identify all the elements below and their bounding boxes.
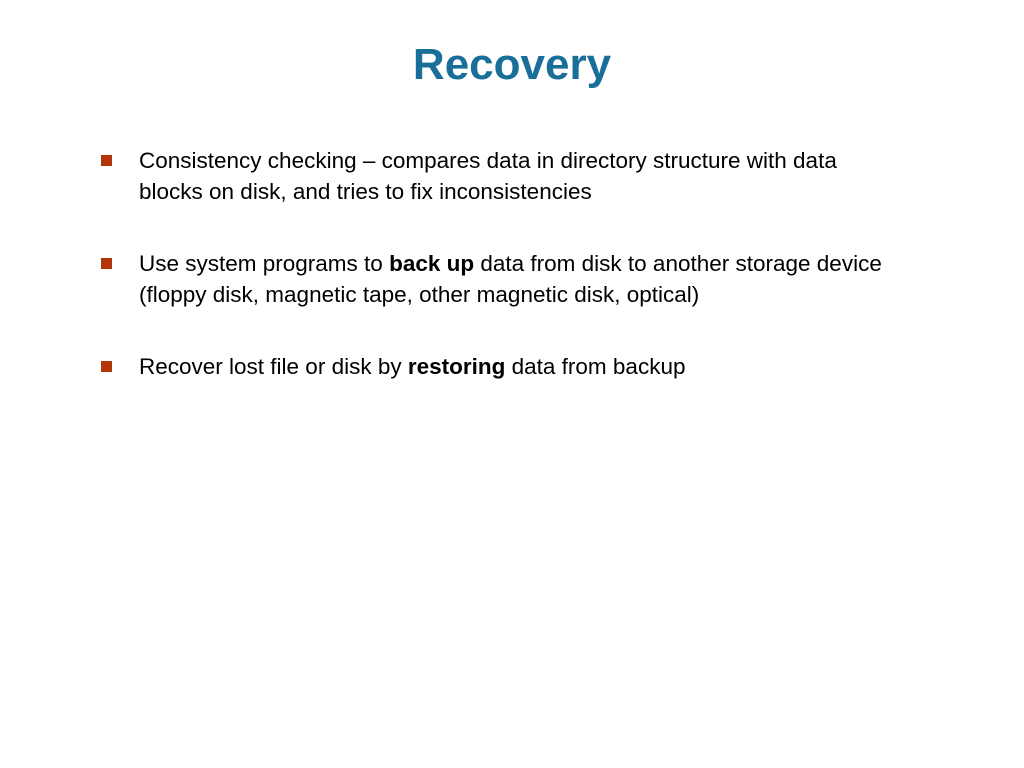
bullet-text-suffix: data from disk to another storage device — [474, 251, 882, 276]
square-bullet-icon — [101, 361, 112, 372]
bullet-text-suffix: data from backup — [505, 354, 686, 379]
bullet-text-line: Consistency checking – compares data in directory structure with data — [139, 148, 837, 173]
bullet-item-restoring — [100, 351, 1000, 382]
bullet-bold-term: back up — [389, 251, 475, 276]
slide-title: Recovery — [412, 40, 612, 89]
square-bullet-icon — [101, 258, 112, 269]
bullet-list — [100, 145, 1000, 382]
bullet-text-prefix: Use system programs to — [139, 251, 390, 276]
bullet-item-consistency-checking — [100, 145, 1000, 207]
bullet-text-prefix: Recover lost file or disk by — [139, 354, 408, 379]
bullet-bold-term: restoring — [407, 354, 506, 379]
bullet-item-back-up — [100, 248, 1000, 310]
square-bullet-icon — [101, 155, 112, 166]
bullet-text-line: (floppy disk, magnetic tape, other magnetic disk, optical) — [139, 282, 700, 307]
bullet-text-line: blocks on disk, and tries to fix inconsistencies — [139, 179, 592, 204]
